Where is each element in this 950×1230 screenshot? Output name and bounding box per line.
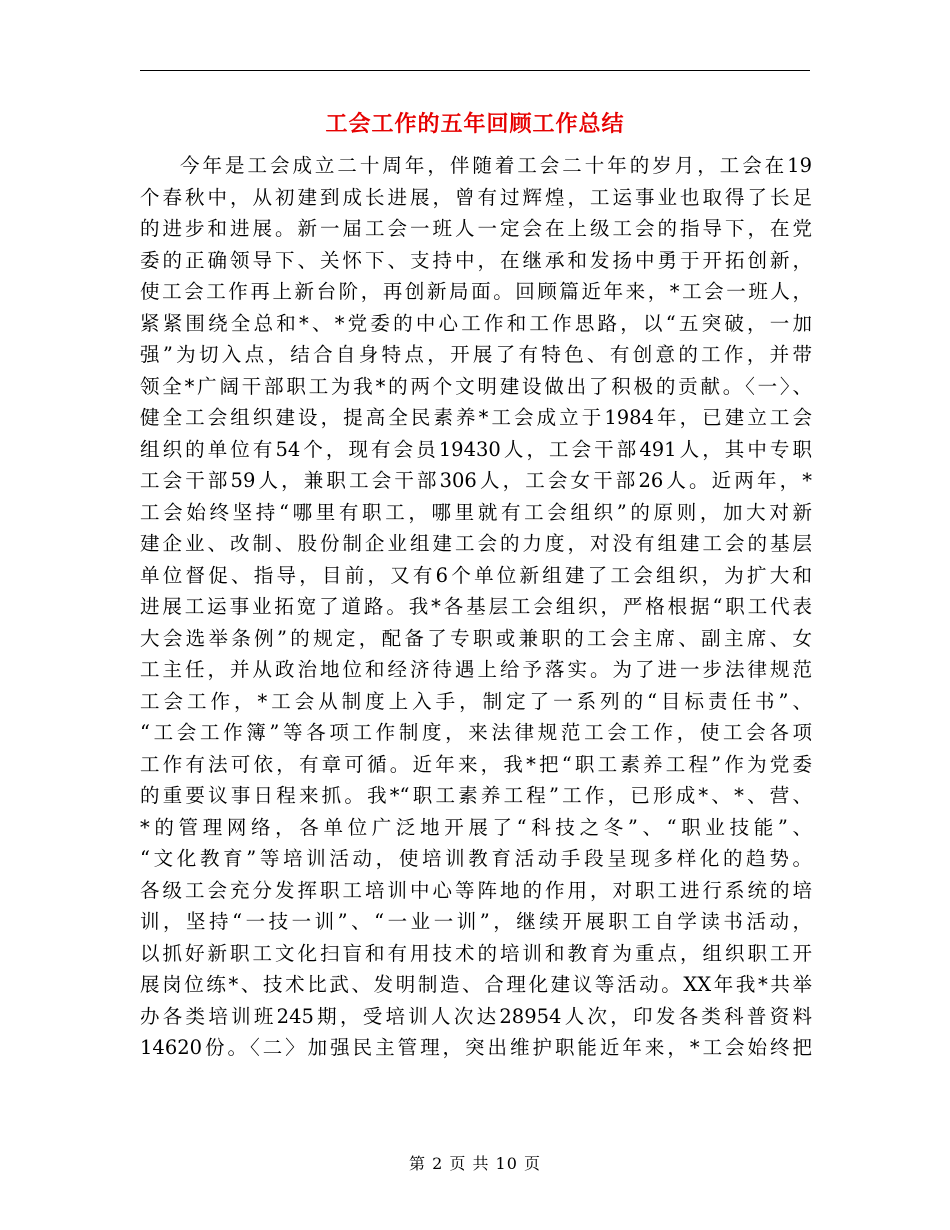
text-line: 的重要议事日程来抓。我*“职工素养工程”工作，已形成*、*、营、 xyxy=(140,784,812,807)
text-line: 14620份。〈二〉加强民主管理，突出维护职能近年来，*工会始终把 xyxy=(140,1036,812,1059)
text-line: 今年是工会成立二十周年，伴随着工会二十年的岁月，工会在19 xyxy=(180,154,812,177)
text-line: 强”为切入点，结合自身特点，开展了有特色、有创意的工作，并带 xyxy=(140,343,812,366)
text-line: 训，坚持“一技一训”、“一业一训”，继续开展职工自学读书活动， xyxy=(140,910,812,933)
text-line: 大会选举条例”的规定，配备了专职或兼职的工会主席、副主席、女 xyxy=(140,626,812,650)
body-text xyxy=(140,150,812,1064)
text-line: 使工会工作再上新台阶，再创新局面。回顾篇近年来，*工会一班人， xyxy=(140,280,812,303)
text-line: “文化教育”等培训活动，使培训教育活动手段呈现多样化的趋势。 xyxy=(140,847,812,870)
text-line: 办各类培训班245期，受培训人次达28954人次，印发各类科普资料 xyxy=(140,1004,812,1028)
text-line: “工会工作簿”等各项工作制度，来法律规范工会工作，使工会各项 xyxy=(140,721,812,744)
text-line: 展岗位练*、技术比武、发明制造、合理化建议等活动。XX年我*共举 xyxy=(140,973,812,996)
document-title: 工会工作的五年回顾工作总结 xyxy=(325,112,625,137)
text-line: 各级工会充分发挥职工培训中心等阵地的作用，对职工进行系统的培 xyxy=(140,878,812,902)
text-line: 工会干部59人，兼职工会干部306人，工会女干部26人。近两年，* xyxy=(140,469,812,492)
text-line: 健全工会组织建设，提高全民素养*工会成立于1984年，已建立工会 xyxy=(140,406,812,429)
text-line: *的管理网络，各单位广泛地开展了“科技之冬”、“职业技能”、 xyxy=(140,815,812,839)
text-line: 单位督促、指导，目前，又有6个单位新组建了工会组织，为扩大和 xyxy=(140,563,812,587)
text-line: 领全*广阔干部职工为我*的两个文明建设做出了积极的贡献。〈一〉、 xyxy=(140,374,812,398)
page-footer: 第 2 页 共 10 页 xyxy=(409,1154,541,1173)
text-line: 委的正确领导下、关怀下、支持中，在继承和发扬中勇于开拓创新， xyxy=(140,248,812,272)
text-line: 工作有法可依，有章可循。近年来，我*把“职工素养工程”作为党委 xyxy=(140,752,812,776)
text-line: 建企业、改制、股份制企业组建工会的力度，对没有组建工会的基层 xyxy=(140,532,812,555)
text-line: 紧紧围绕全总和*、*党委的中心工作和工作思路，以“五突破，一加 xyxy=(140,311,812,335)
text-line: 进展工运事业拓宽了道路。我*各基层工会组织，严格根据“职工代表 xyxy=(140,595,812,618)
text-line: 工主任，并从政治地位和经济待遇上给予落实。为了进一步法律规范 xyxy=(140,658,812,681)
text-line: 以抓好新职工文化扫盲和有用技术的培训和教育为重点，组织职工开 xyxy=(140,941,812,965)
text-line: 个春秋中，从初建到成长进展，曾有过辉煌，工运事业也取得了长足 xyxy=(140,185,812,209)
header-rule xyxy=(140,70,810,71)
text-line: 工会始终坚持“哪里有职工，哪里就有工会组织”的原则，加大对新 xyxy=(140,500,812,524)
text-line: 组织的单位有54个，现有会员19430人，工会干部491人，其中专职 xyxy=(140,437,812,461)
text-line: 的进步和进展。新一届工会一班人一定会在上级工会的指导下，在党 xyxy=(140,217,812,240)
text-line: 工会工作，*工会从制度上入手，制定了一系列的“目标责任书”、 xyxy=(140,689,812,713)
